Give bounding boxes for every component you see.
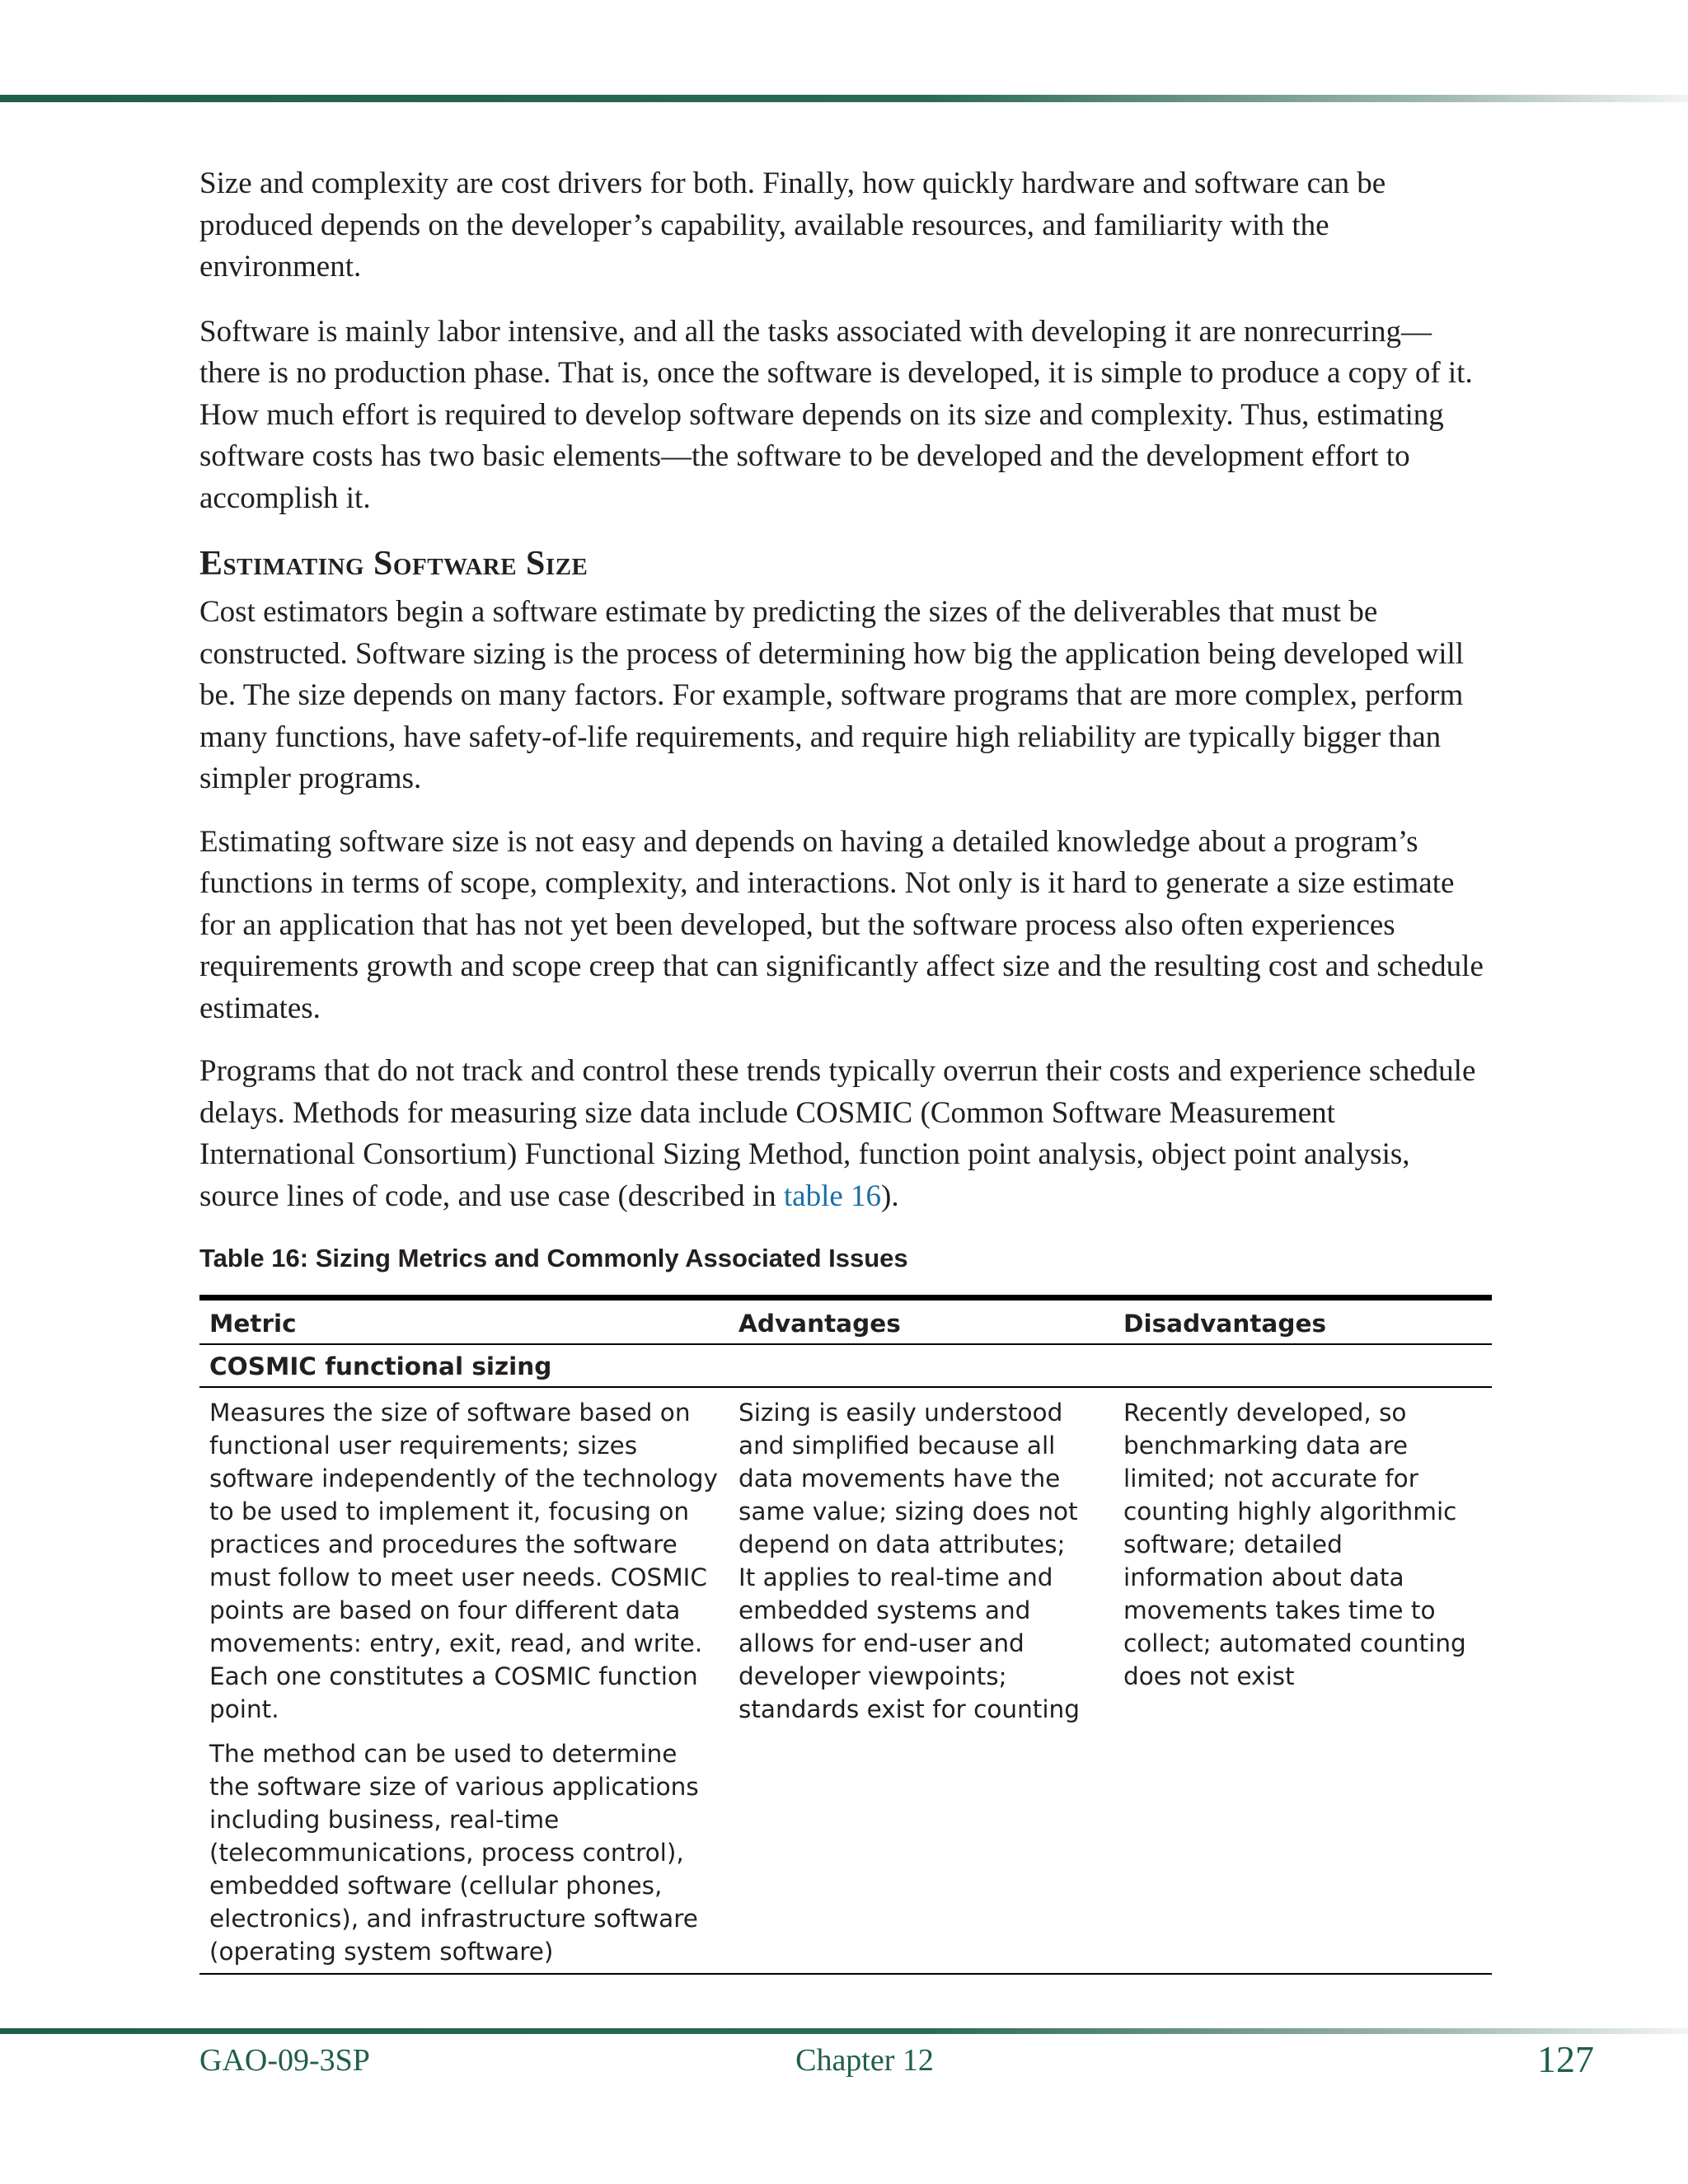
sizing-metrics-table (199, 1295, 1492, 1975)
page-number: 127 (1537, 2038, 1594, 2080)
header-disadvantages: Disadvantages (1114, 1298, 1492, 1345)
metric-description: Measures the size of software based on functional user requirements; sizes software independently of the technology to be used to implement it, focusing on practices and procedures the software must follow to meet user needs. COSMIC points are based on four different data movements: entry, exit, read, and write. Each one constitutes a COSMIC function point. (209, 1399, 718, 1723)
advantages-text-2: It applies to real-time and embedded systems and allows for end-user and developer viewpoints; standards exist for counting (738, 1563, 1080, 1723)
paragraph-3: Cost estimators begin a software estimate by predicting the sizes of the deliverables that must be constructed. Software sizing is the process of determining how big the application being developed will be. The size depends on many factors. For example, software programs that are more complex, perform many functions, have safety-of-life requirements, and require high reliability are typically bigger than simpler programs. (199, 595, 1465, 795)
metric-applications: The method can be used to determine the software size of various applications including business, real-time (telecommunications, process control), embedded software (cellular phones, electronics), and infrastructure software (operating system software) (209, 1740, 699, 1966)
section-heading: Estimating Software Size (199, 545, 588, 583)
table-group-row (199, 1344, 1492, 1387)
footer-rule (0, 2028, 1688, 2034)
advantages-text-1: Sizing is easily understood and simplified because all data movements have the same value; sizing does not depend on data attributes; (738, 1399, 1078, 1558)
paragraph-2: Software is mainly labor intensive, and all the tasks associated with developing it are nonrecurring—there is no production phase. That is, once the software is developed, it is simple to produce a copy of it. How much effort is required to develop software depends on its size and complexity. Thus, estimating software costs has two basic elements—the software to be developed and the development effort to accomplish it. (199, 314, 1473, 515)
disadvantages-cell (1114, 1387, 1492, 1974)
group-label: COSMIC functional sizing (199, 1344, 1492, 1387)
header-advantages: Advantages (729, 1298, 1114, 1345)
advantages-cell (729, 1387, 1114, 1974)
paragraph-5 (199, 1051, 1492, 1217)
footer-chapter: Chapter 12 (795, 2043, 934, 2078)
paragraph-5-end: ). (881, 1179, 899, 1213)
page-content (199, 163, 1492, 1975)
metric-cell (199, 1387, 729, 1974)
header-rule (0, 95, 1688, 102)
paragraph-4: Estimating software size is not easy and depends on having a detailed knowledge about a program’s functions in terms of scope, complexity, and interactions. Not only is it hard to generate a size estimate for an application that has not yet been developed, but the software process also often experiences requirements growth and scope creep that can significantly affect size and the resulting cost and schedule estimates. (199, 824, 1484, 1025)
table-caption: Table 16: Sizing Metrics and Commonly Associated Issues (199, 1244, 908, 1272)
footer-report-number: GAO-09-3SP (199, 2043, 370, 2078)
paragraph-5-text: Programs that do not track and control these trends typically overrun their costs and experience schedule delays. Methods for measuring size data include COSMIC (Common Software Measurement International Consortium) Functional Sizing Method, function point analysis, object point analysis, source lines of code, and use case (described in (199, 1054, 1476, 1213)
header-metric: Metric (199, 1298, 729, 1345)
paragraph-1: Size and complexity are cost drivers for both. Finally, how quickly hardware and software can be produced depends on the developer’s capability, available resources, and familiarity with the environment. (199, 166, 1386, 284)
table-row (199, 1387, 1492, 1974)
disadvantages-text: Recently developed, so benchmarking data are limited; not accurate for counting highly algorithmic software; detailed information about data movements takes time to collect; automated counting does not exist (1123, 1399, 1466, 1690)
table-header-row (199, 1298, 1492, 1345)
table-16-link[interactable]: table 16 (783, 1179, 882, 1213)
